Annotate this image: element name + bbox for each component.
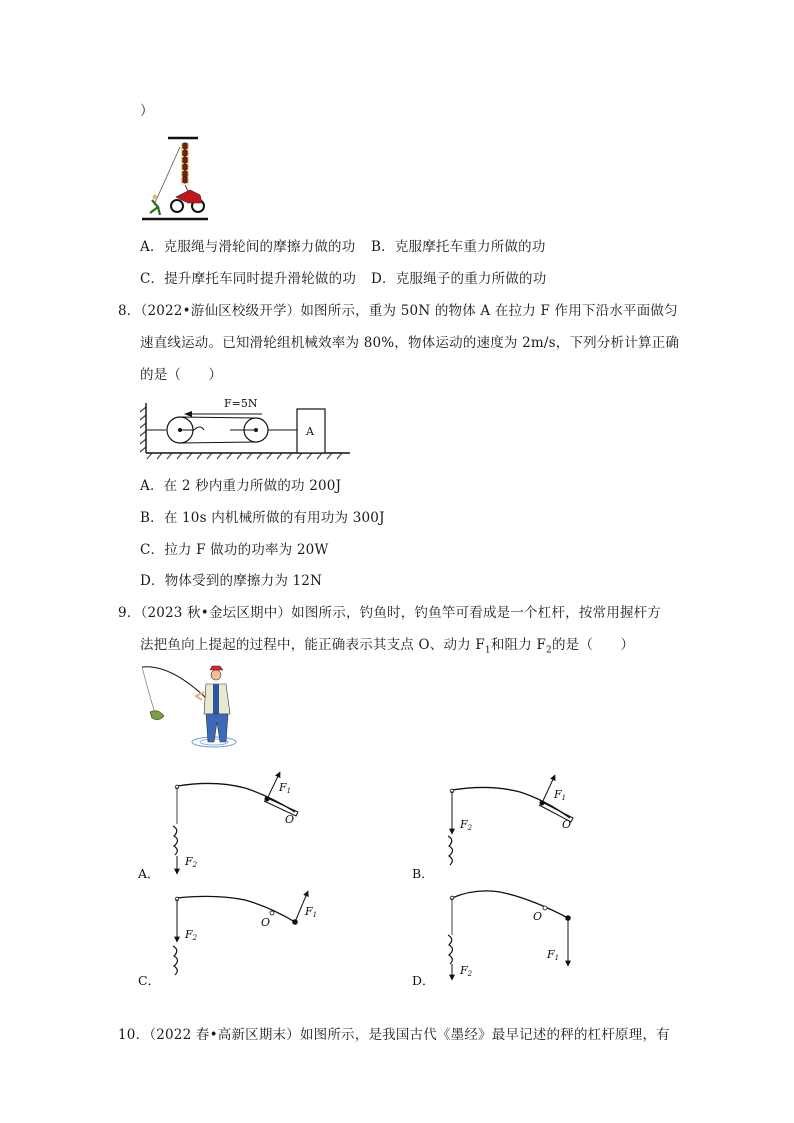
q8-option-c: C．拉力 F 做功的功率为 20W bbox=[140, 542, 329, 558]
q9-stem-line-2: 法把鱼向上提起的过程中，能正确表示其支点 O、动力 $F_1$和阻力 $F_2$的是（ ） bbox=[140, 637, 635, 656]
q8-figure-pulley-block bbox=[140, 395, 350, 460]
q7-option-c: C．提升摩托车同时提升滑轮做的功 bbox=[140, 271, 357, 287]
q9-option-b-label: B． bbox=[412, 866, 434, 881]
q9-fisherman-picture bbox=[140, 662, 240, 752]
q7-option-b: B．克服摩托车重力所做的功 bbox=[371, 239, 546, 255]
q7-option-a: A．克服绳与滑轮间的摩擦力做的功 bbox=[140, 239, 356, 255]
q9-stem-line-1: 9．（2023 秋•金坛区期中）如图所示，钓鱼时，钓鱼竿可看成是一个杠杆，按常用握杆方 bbox=[118, 605, 662, 621]
svg-text:O: O bbox=[285, 813, 295, 826]
q9-option-d-label: D． bbox=[412, 973, 435, 988]
svg-text:O: O bbox=[261, 916, 271, 929]
q9-diagram-a bbox=[137, 772, 298, 881]
svg-text:F1: F1 bbox=[279, 781, 292, 795]
svg-text:F1: F1 bbox=[305, 905, 318, 919]
q8-force-label: F=5N bbox=[224, 397, 258, 410]
q9-diagram-c bbox=[138, 891, 317, 988]
q7-figure-pulley-motorcycle bbox=[140, 135, 212, 223]
svg-text:O: O bbox=[562, 818, 572, 831]
svg-text:F1: F1 bbox=[554, 788, 567, 802]
q8-option-d: D．物体受到的摩擦力为 12N bbox=[140, 573, 323, 589]
q9-option-c-label: C． bbox=[138, 973, 161, 988]
svg-text:O: O bbox=[533, 910, 543, 923]
q8-stem-line-3: 的是（ ） bbox=[140, 367, 223, 383]
q8-stem-line-1: 8．（2022•游仙区校级开学）如图所示，重为 50N 的物体 A 在拉力 F 作用下沿水平面做匀 bbox=[118, 303, 678, 319]
q7-closing-paren: ） bbox=[140, 103, 154, 119]
svg-text:F2: F2 bbox=[185, 855, 198, 869]
q8-stem-line-2: 速直线运动。已知滑轮组机械效率为 80%，物体运动的速度为 2m/s，下列分析计算正确 bbox=[140, 335, 680, 351]
q8-block-label: A bbox=[306, 425, 314, 438]
q9-option-diagrams bbox=[130, 770, 690, 995]
q9-option-a-label: A． bbox=[138, 866, 160, 881]
svg-text:F2: F2 bbox=[460, 964, 473, 978]
q9-diagram-b bbox=[412, 775, 573, 881]
svg-text:F2: F2 bbox=[185, 928, 198, 942]
q8-option-b: B．在 10s 内机械所做的有用功为 300J bbox=[140, 510, 385, 526]
q8-option-a: A．在 2 秒内重力所做的功 200J bbox=[140, 478, 342, 494]
svg-text:F2: F2 bbox=[460, 818, 473, 832]
svg-text:F1: F1 bbox=[547, 948, 560, 962]
q9-diagram-d bbox=[412, 891, 571, 988]
q7-option-d: D．克服绳子的重力所做的功 bbox=[371, 271, 547, 287]
q10-stem-line-1: 10．（2022 春•高新区期末）如图所示，是我国古代《墨经》最早记述的秤的杠杆原理，有 bbox=[118, 1027, 670, 1043]
